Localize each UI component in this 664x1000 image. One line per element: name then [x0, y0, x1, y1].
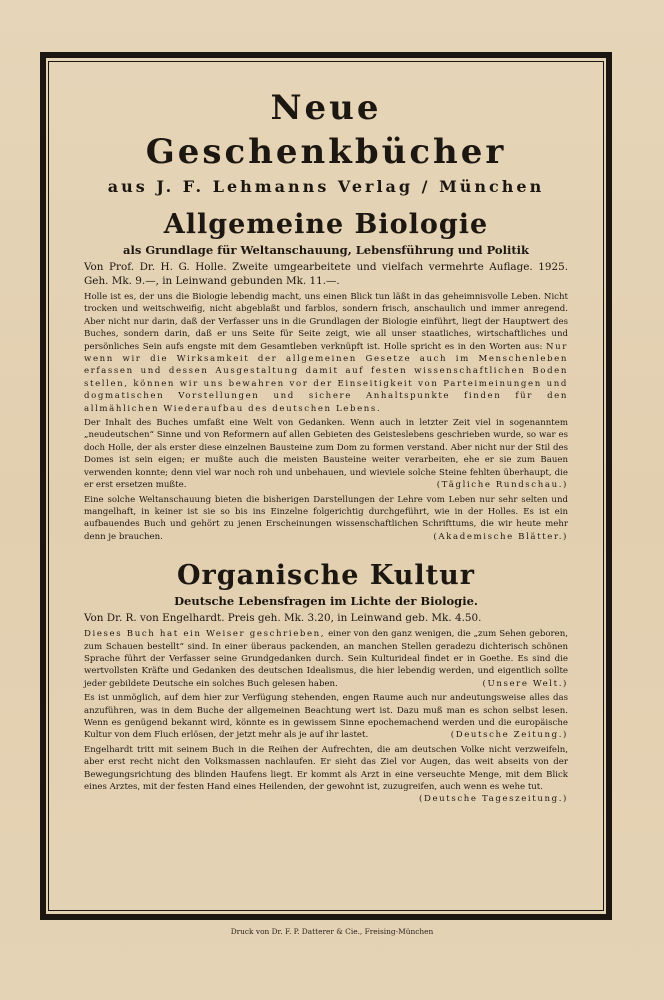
review-text: Engelhardt tritt mit seinem Buch in die Reihen der Aufrechten, die am deutschen Volke nicht verzweifeln, aber erst recht nicht den Volksmassen nachlaufen. Er sieht das Ziel vor Augen, das weit abseits von der Bewegungsrichtung des blinden Haufens liegt. Er kommt als Arzt in eine verseuchte Menge, mit dem Blick eines Arztes, mit der festen Hand eines Heilenden, der gewohnt ist, zuzugreifen, auch wenn es wehe tut. [84, 744, 568, 792]
book-info: Von Prof. Dr. H. G. Holle. Zweite umgearbeitete und vielfach vermehrte Auflage. 1925. Geh. Mk. 9.—, in Leinwand gebunden Mk. 11.—. [84, 261, 568, 287]
review-text: Es ist unmöglich, auf dem hier zur Verfügung stehenden, engen Raume auch nur andeutungsweise alles das anzuführen, was in dem Buche der allgemeinen Beachtung wert ist. Dazu muß man es schon selbst lesen. Wenn es genügend bekannt wird, könnte es in gewissem Sinne epochemachend werden und die europäische Kultur von dem Fluch erlösen, der jetzt mehr als je auf ihr lastet. [84, 693, 568, 741]
page-title: Neue Geschenkbücher [145, 88, 507, 172]
section-gap [84, 545, 568, 551]
publisher-line: aus J. F. Lehmanns Verlag / München [107, 177, 545, 196]
book-subtitle: als Grundlage für Weltanschauung, Lebensführung und Politik [123, 243, 529, 257]
review-paragraph [84, 744, 568, 805]
advertisement-content [84, 86, 568, 806]
review-text: Holle ist es, der uns die Biologie lebendig macht, uns einen Blick tun läßt in das geheimnisvolle Leben. Nicht trocken und weitschweifig, nicht abgeblaßt und farblos, sondern frisch, anschaulich und immer anregend. Aber nicht nur darin, daß der Verfasser uns in die Grundlagen der Biologie einführt, liegt der Hauptwert des Buches, sondern darin, daß er uns Seite für Seite zeigt, wie all unser staatliches, wirtschaftliches und persönliches Sein aufs engste mit dem Gesamtleben verknüpft ist. Holle spricht es in den Worten aus: [84, 292, 568, 352]
review-text: Der Inhalt des Buches umfaßt eine Welt von Gedanken. Wenn auch in letzter Zeit viel in sogenanntem „neudeutschen“ Sinne und von Reformern auf allen Gebieten des Geisteslebens geschrieben wurde, so war es doch Holle, der als erster diese einzelnen Bausteine zum Dom zu formen verstand. Aber nicht nur der Stil des Domes ist sein eigen; er mußte auch die meisten Bausteine weiter verarbeiten, ehe er sie zum Bauen verwenden konnte; denn viel war noch roh und unbehauen, und wieviele solche Steine fehlten überhaupt, die er erst ersetzen mußte. [84, 418, 568, 491]
review-source: (Deutsche Tageszeitung.) [419, 794, 568, 805]
printer-imprint: Druck von Dr. F. P. Datterer & Cie., Freising-München [230, 927, 434, 936]
review-quote: Dieses Buch hat ein Weiser geschrieben, [84, 629, 326, 640]
review-paragraph [84, 494, 568, 544]
review-paragraph [84, 628, 568, 690]
book-title: Allgemeine Biologie [163, 209, 489, 240]
review-source: (Akademische Blätter.) [433, 531, 568, 542]
review-source: (Unsere Welt.) [482, 678, 568, 689]
book-subtitle: Deutsche Lebensfragen im Lichte der Biologie. [174, 594, 478, 609]
review-text: Eine solche Weltanschauung bieten die bisherigen Darstellungen der Lehre vom Leben nur sehr selten und mangelhaft, in keiner ist sie so bis ins Einzelne folgerichtig durchgeführt, wie in der Holles. Es ist ein aufbauendes Buch und gehört zu jenen Erscheinungen wissenschaftlichen Schrifttums, die wir heute mehr denn je brauchen. [84, 494, 568, 542]
book-section [84, 559, 569, 805]
review-source: (Tägliche Rundschau.) [436, 480, 568, 491]
review-paragraph [84, 417, 568, 491]
book-section [84, 208, 568, 543]
book-info: Von Dr. R. von Engelhardt. Preis geh. Mk. 3.20, in Leinwand geb. Mk. 4.50. [84, 612, 482, 625]
review-source: (Deutsche Zeitung.) [450, 730, 568, 741]
review-quote: Nur wenn wir die Wirksamkeit der allgemeinen Gesetze auch im Menschenleben erfassen und dessen Ausgestaltung damit auf festen wissenschaftlichen Boden stellen, können wir uns bewahren vor der Einseitigkeit von Parteimeinungen und dogmatischen Vorstellungen und sichere Anhaltspunkte finden für den allmählichen Wiederaufbau des deutschen Lebens. [84, 341, 569, 414]
review-text: einer von den ganz wenigen, die „zum Sehen geboren, zum Schauen bestellt“ sind. In einer überaus packenden, an manchen Stellen geradezu dichterisch schönen Sprache führt der Verfasser seine Grundgedanken durch. Sein Kulturideal findet er in Goethe. Es sind die wertvollsten Kräfte und Gedanken des deutschen Idealismus, die hier lebendig werden, und eigentlich sollte jeder gebildete Deutsche ein solches Buch gelesen haben. [84, 629, 569, 689]
book-title: Organische Kultur [177, 560, 475, 592]
review-paragraph [84, 291, 568, 415]
review-paragraph [84, 692, 568, 742]
